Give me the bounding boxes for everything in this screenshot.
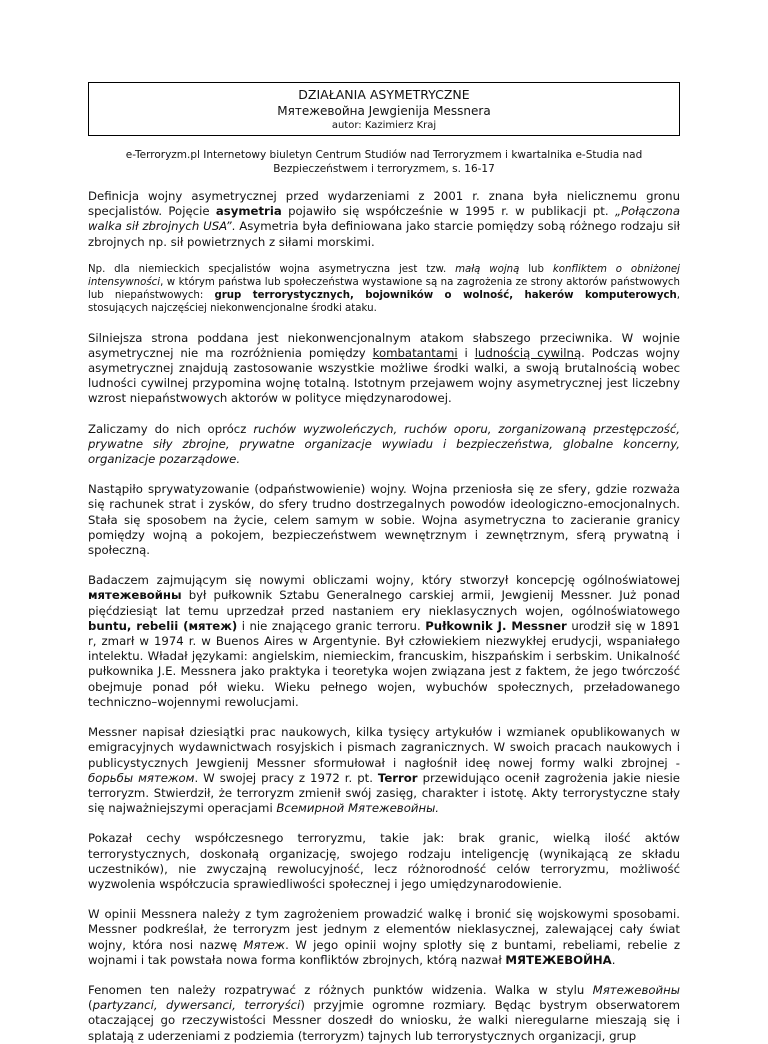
source-line-2: Bezpieczeństwem i terroryzmem, s. 16-17 (273, 163, 495, 175)
bold-term: buntu, rebelii (мятеж) (88, 618, 238, 633)
italic-term: Мятежевойны (592, 982, 680, 997)
text: . (611, 952, 616, 967)
paragraph-4 (88, 422, 680, 468)
paragraph-2 (88, 263, 680, 316)
underlined-term: ludnością cywilną (474, 345, 582, 360)
paragraph-1 (88, 189, 680, 250)
italic-term: konfliktem o obniżonej intensywności (88, 263, 681, 289)
italic-title: „Połączona walka sił zbrojnych USA” (88, 204, 680, 234)
text: lub (519, 263, 553, 275)
title-box (88, 82, 680, 136)
bold-term: МЯТЕЖЕВОЙНА (505, 952, 612, 967)
italic-term: Мятеж (243, 937, 286, 952)
italic-term: борьбы мятежом (88, 770, 195, 785)
text: pojawiło się współcześnie w 1995 r. w publikacji pt. (281, 204, 615, 219)
source-citation (88, 148, 680, 176)
text: i (457, 345, 475, 360)
underlined-term: kombatantami (372, 345, 458, 360)
text: ( (88, 998, 93, 1013)
italic-term: partyzanci, dywersanci, terroryści (92, 998, 301, 1013)
text: , w którym państwa lub społeczeństwa wystawione są na zagrożenia ze strony aktorów państwowych lub niepaństwowych: (88, 277, 680, 302)
paragraph-6 (88, 573, 680, 710)
text: Fenomen ten należy rozpatrywać z różnych punktów widzenia. Walka w stylu (88, 982, 593, 997)
author-line: autor: Kazimierz Kraj (331, 120, 437, 131)
text: urodził się w 1891 r, zmarł w 1974 r. w Buenos Aires w Argentynie. Był człowiekiem niezwykłej erudycji, wspaniałego intelektu. Władał językami: angielskim, niemieckim, francuskim, hiszpańskim i serbskim. Unikalność pułkownika J.E. Messnera jako praktyka i teoretyka wojen związana jest z faktem, że jego twórczość obejmuje ponad pół wieku. Wieku pełnego wojen, wybuchów społecznych, przeładowanego techniczno–wojennymi rewolucjami. (88, 618, 680, 709)
text: . Podczas wojny asymetrycznej znajdują zastosowanie wszystkie możliwe środki walki, a swoją brutalnością wobec ludności cywilnej przypomina wojnę totalną. Istotnym przejawem wojny asymetrycznej jest liczebny wzrost niepaństwowych aktorów w polityce międzynarodowej. (88, 345, 680, 406)
text: . W jego opinii wojny splotły się z buntami, rebeliami, rebelie z wojnami i tak powstała nowa forma konfliktów zbrojnych, którą nazwał (88, 937, 680, 967)
text: Zaliczamy do nich oprócz (88, 421, 254, 436)
text: i nie znającego granic terroru. (237, 618, 426, 633)
bold-term: Pułkownik J. Messner (425, 618, 567, 633)
text: . Asymetria była definiowana jako starcie pomiędzy sobą różnego rodzaju sił zbrojnych np. sił powietrznych z siłami morskimi. (88, 219, 680, 249)
text: , stosujących najczęściej niekonwencjonalne środki ataku. (88, 290, 680, 315)
text: W opinii Messnera należy z tym zagrożeniem prowadzić walkę i bronić się wojskowymi sposobami. Messner podkreślał, że terroryzm jest jednym z elementów nieklasycznej, zalewającej cały świat wojny, która nosi nazwę (88, 907, 680, 952)
document-title: DZIAŁANIA ASYMETRYCZNE (298, 87, 470, 102)
paragraph-9 (88, 907, 680, 968)
text: ) przyjmie ogromne rozmiary. Będąc bystrym obserwatorem otaczającej go rzeczywistości Messner doszedł do wniosku, że walki nieregularne mieszają się i splatają z uderzeniami z podziemia (terroryzm) tajnych lub terrorystycznych organizacji, grup (88, 998, 680, 1043)
paragraph-5: Nastąpiło sprywatyzowanie (odpaństwowienie) wojny. Wojna przeniosła się ze sfery, gdzie rozważa się rachunek strat i zysków, do sfery trudno dostrzegalnych powodów ideologiczno-emocjonalnych. Stała się sposobem na życie, celem samym w sobie. Wojna asymetryczna to zacieranie granicy pomiędzy wojną a pokojem, bezpieczeństwem wewnętrznym i zewnętrznym, sferą prywatną i społeczną. (88, 482, 680, 558)
paragraph-10 (88, 983, 680, 1044)
italic-term: małą wojną (455, 263, 520, 275)
bold-term: asymetria (215, 204, 282, 219)
italic-term: Всемирной Мятежевойны. (276, 801, 440, 816)
bold-term: мятежевойны (88, 588, 182, 603)
paragraph-7 (88, 725, 680, 816)
text: Np. dla niemieckich specjalistów wojna asymetryczna jest tzw. (88, 263, 456, 275)
document-subtitle: Мятежевойна Jewgienija Messnera (277, 104, 491, 118)
source-line-1: e-Terroryzm.pl Internetowy biuletyn Centrum Studiów nad Terroryzmem i kwartalnika e-Studia nad (125, 149, 643, 161)
text: Silniejsza strona poddana jest niekonwencjonalnym atakom słabszego przeciwnika. W wojnie asymetrycznej nie ma rozróżnienia pomiędzy (88, 330, 680, 360)
text: Badaczem zajmującym się nowymi obliczami wojny, który stworzył koncepcję ogólnoświatowej (88, 573, 680, 588)
text: przewidująco ocenił zagrożenia jakie niesie terroryzm. Stwierdził, że terroryzm zmienił swój zasięg, charakter i istotę. Akty terrorystyczne stały się najważniejszymi operacjami (88, 770, 680, 816)
document-page (88, 82, 680, 1044)
paragraph-3 (88, 331, 680, 407)
bold-term: Terror (377, 770, 418, 785)
paragraph-8: Pokazał cechy współczesnego terroryzmu, takie jak: brak granic, wielką ilość aktów terrorystycznych, doskonałą organizację, swojego rodzaju inteligencję (wynikającą ze składu uczestników), nie zwyczajną rewolucyjność, lecz różnorodność celów terroryzmu, możliwość wyzwolenia współczucia sprawiedliwości społecznej i jego umiędzynarodowienie. (88, 831, 680, 891)
text: Definicja wojny asymetrycznej przed wydarzeniami z 2001 r. znana była nielicznemu gronu specjalistów. Pojęcie (88, 189, 680, 219)
italic-list: ruchów wyzwoleńczych, ruchów oporu, zorganizowaną przestępczość, prywatne siły zbrojne, prywatne organizacje wywiadu i bezpieczeństwa, globalne koncerny, organizacje pozarządowe. (88, 421, 680, 467)
text: . W swojej pracy z 1972 r. pt. (194, 770, 378, 785)
text: Messner napisał dziesiątki prac naukowych, kilka tysięcy artykułów i wzmianek opublikowanych w emigracyjnych wydawnictwach rosyjskich i pismach zagranicznych. W swoich pracach naukowych i publicystycznych Jewgienij Messner sformułował i nagłośnił ideę nowej formy walki zbrojnej - (88, 725, 680, 770)
text: był pułkownik Sztabu Generalnego carskiej armii, Jewgienij Messner. Już ponad pięćdziesiąt lat temu uprzedzał przed nastaniem ery nieklasycznych wojen, ogólnoświatowego (88, 588, 680, 618)
bold-term: grup terrorystycznych, bojowników o wolność, hakerów komputerowych (214, 290, 677, 302)
